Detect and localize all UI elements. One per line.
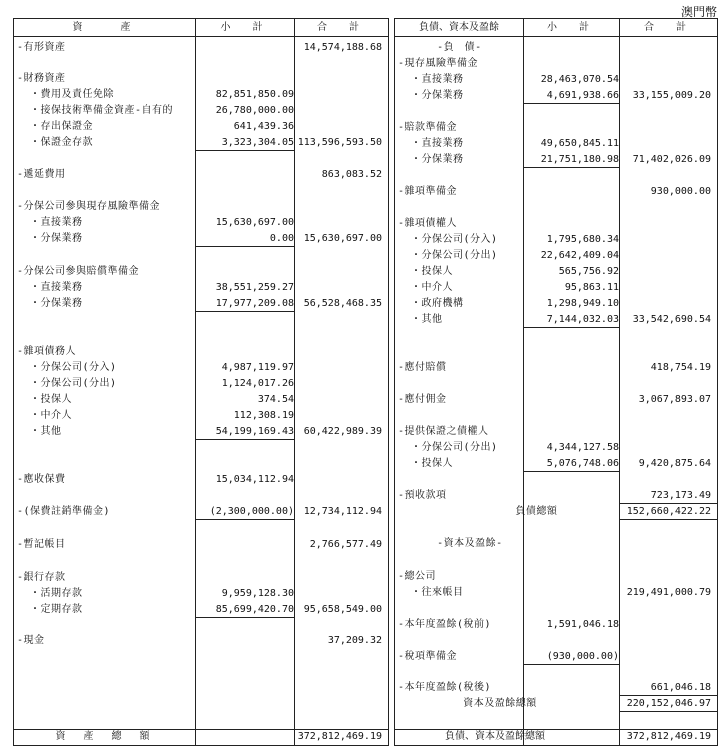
- row-subtotal: (930,000.00): [546, 651, 619, 662]
- table-row: [14, 103, 388, 119]
- row-total: 418,754.19: [650, 362, 711, 373]
- row-label: ・分保公司(分入): [398, 234, 498, 245]
- table-row: [14, 344, 388, 360]
- assets-total-header: 合 計: [317, 22, 365, 33]
- row-total: 930,000.00: [650, 186, 711, 197]
- row-label: -應付佣金: [398, 394, 447, 405]
- row-label: ・分保公司(分出): [398, 442, 498, 453]
- row-subtotal: (2,300,000.00): [209, 506, 294, 517]
- row-total: 14,574,188.68: [303, 42, 382, 53]
- row-subtotal: 1,124,017.26: [221, 378, 294, 389]
- table-row: [14, 408, 388, 424]
- row-label: ・往來帳目: [398, 587, 464, 598]
- row-label: ・直接業務: [17, 282, 83, 293]
- row-label: ・政府機構: [398, 298, 464, 309]
- table-row: [395, 264, 717, 280]
- row-label: -遞延費用: [17, 169, 66, 180]
- row-label: ・其他: [398, 314, 443, 325]
- assets-total-label: 資 產 總 額: [55, 731, 154, 742]
- row-label: ・定期存款: [17, 604, 83, 615]
- table-row: [14, 360, 388, 376]
- table-row: [14, 40, 388, 56]
- row-label: ・直接業務: [398, 74, 464, 85]
- row-subtotal: 641,439.36: [233, 121, 294, 132]
- row-total: 9,420,875.64: [638, 458, 711, 469]
- row-label: -稅項準備金: [398, 651, 458, 662]
- row-subtotal: 4,344,127.58: [546, 442, 619, 453]
- row-label: -分保公司參與現存風險準備金: [17, 201, 161, 212]
- assets-col-header: 資 產: [72, 22, 137, 33]
- subtotal-underline: [195, 246, 294, 247]
- row-subtotal: 112,308.19: [233, 410, 294, 421]
- row-label: -銀行存款: [17, 572, 66, 583]
- row-label: ・直接業務: [17, 217, 83, 228]
- row-total: 3,067,893.07: [638, 394, 711, 405]
- row-total: 219,491,000.79: [626, 587, 711, 598]
- row-total: 37,209.32: [327, 635, 382, 646]
- row-label: ・分保業務: [398, 90, 464, 101]
- row-label: -資本及盈餘-: [398, 538, 503, 549]
- row-total: 863,083.52: [321, 169, 382, 180]
- table-row: [14, 280, 388, 296]
- row-label: -負 債-: [398, 42, 482, 53]
- row-subtotal: 4,987,119.97: [221, 362, 294, 373]
- table-row: [14, 167, 388, 183]
- subtotal-underline: [195, 150, 294, 151]
- table-row: [14, 135, 388, 151]
- row-label: -雜項債權人: [398, 218, 458, 229]
- row-label: 資本及盈餘總額: [398, 698, 537, 709]
- row-label: ・分保公司(分入): [17, 362, 117, 373]
- assets-subtotal-header: 小 計: [220, 22, 269, 33]
- table-row: [395, 152, 717, 168]
- liabilities-total-label: 負債、資本及盈餘總額: [445, 731, 545, 742]
- table-row: [14, 633, 388, 649]
- table-row: [395, 696, 717, 712]
- row-total: 60,422,989.39: [303, 426, 382, 437]
- table-row: [14, 472, 388, 488]
- table-row: [395, 296, 717, 312]
- row-label: -應付賠償: [398, 362, 447, 373]
- table-row: [14, 376, 388, 392]
- table-row: [395, 280, 717, 296]
- row-label: ・直接業務: [398, 138, 464, 149]
- row-total: 113,596,593.50: [297, 137, 382, 148]
- row-total: 723,173.49: [650, 490, 711, 501]
- row-subtotal: 49,650,845.11: [540, 138, 619, 149]
- row-subtotal: 374.54: [257, 394, 294, 405]
- table-row: [395, 88, 717, 104]
- liabilities-table: [394, 18, 718, 746]
- table-row: [395, 680, 717, 696]
- row-label: -雜項準備金: [398, 186, 458, 197]
- table-row: [395, 312, 717, 328]
- row-total: 152,660,422.22: [626, 506, 711, 517]
- row-label: ・中介人: [17, 410, 73, 421]
- table-row: [395, 56, 717, 72]
- row-subtotal: 4,691,938.66: [546, 90, 619, 101]
- assets-total-value: 372,812,469.19: [297, 731, 382, 742]
- total-underline: [619, 711, 717, 712]
- table-row: [14, 119, 388, 135]
- table-row: [395, 232, 717, 248]
- row-subtotal: 1,298,949.10: [546, 298, 619, 309]
- row-subtotal: 54,199,169.43: [215, 426, 294, 437]
- table-row: [395, 392, 717, 408]
- row-label: -提供保證之債權人: [398, 426, 489, 437]
- row-label: ・投保人: [398, 266, 454, 277]
- table-row: [14, 570, 388, 586]
- table-row: [395, 488, 717, 504]
- currency-label: 澳門幣: [680, 5, 717, 19]
- table-row: [395, 456, 717, 472]
- table-row: [395, 120, 717, 136]
- table-row: [14, 71, 388, 87]
- table-row: [395, 360, 717, 376]
- row-label: ・接保技術準備金資產-自有的: [17, 105, 174, 116]
- row-label: -總公司: [398, 571, 437, 582]
- row-label: -財務資產: [17, 73, 66, 84]
- subtotal-underline: [523, 327, 619, 328]
- subtotal-underline: [523, 167, 619, 168]
- row-label: -應收保費: [17, 474, 66, 485]
- table-row: [395, 424, 717, 440]
- row-total: 15,630,697.00: [303, 233, 382, 244]
- table-row: [395, 184, 717, 200]
- table-row: [14, 87, 388, 103]
- total-underline: [619, 519, 717, 520]
- table-row: [14, 264, 388, 280]
- row-label: -雜項債務人: [17, 346, 77, 357]
- row-total: 56,528,468.35: [303, 298, 382, 309]
- row-total: 33,155,009.20: [632, 90, 711, 101]
- row-label: ・分保業務: [17, 233, 83, 244]
- row-label: ・投保人: [398, 458, 454, 469]
- table-row: [395, 216, 717, 232]
- row-label: ・其他: [17, 426, 62, 437]
- row-label: ・費用及責任免除: [17, 89, 115, 100]
- table-row: [14, 504, 388, 520]
- row-subtotal: 85,699,420.70: [215, 604, 294, 615]
- row-subtotal: 17,977,209.08: [215, 298, 294, 309]
- row-subtotal: 82,851,850.09: [215, 89, 294, 100]
- row-subtotal: 3,323,304.05: [221, 137, 294, 148]
- row-total: 33,542,690.54: [632, 314, 711, 325]
- row-label: -暫記帳目: [17, 539, 66, 550]
- row-total: 220,152,046.97: [626, 698, 711, 709]
- subtotal-underline: [523, 103, 619, 104]
- subtotal-underline: [523, 664, 619, 665]
- row-label: -本年度盈餘(稅前): [398, 619, 492, 630]
- row-label: -本年度盈餘(稅後): [398, 682, 492, 693]
- row-label: -現金: [17, 635, 45, 646]
- subtotal-underline: [195, 617, 294, 618]
- row-subtotal: 15,034,112.94: [215, 474, 294, 485]
- row-subtotal: 0.00: [269, 233, 294, 244]
- row-total: 95,658,549.00: [303, 604, 382, 615]
- table-row: [14, 424, 388, 440]
- liabilities-col-header: 負債、資本及盈餘: [419, 22, 499, 33]
- row-subtotal: 1,795,680.34: [546, 234, 619, 245]
- table-row: [395, 617, 717, 633]
- row-subtotal: 9,959,128.30: [221, 588, 294, 599]
- row-subtotal: 1,591,046.18: [546, 619, 619, 630]
- row-subtotal: 21,751,180.98: [540, 154, 619, 165]
- liabilities-subtotal-header: 小 計: [547, 22, 595, 33]
- table-row: [14, 586, 388, 602]
- table-row: [395, 585, 717, 601]
- subtotal-underline: [523, 471, 619, 472]
- subtotal-underline: [195, 439, 294, 440]
- liabilities-total-value: 372,812,469.19: [626, 731, 711, 742]
- table-row: [395, 136, 717, 152]
- row-total: 661,046.18: [650, 682, 711, 693]
- table-row: [395, 569, 717, 585]
- table-row: [395, 248, 717, 264]
- subtotal-underline: [195, 311, 294, 312]
- table-row: [14, 296, 388, 312]
- table-row: [395, 72, 717, 88]
- row-label: -(保費註銷準備金): [17, 506, 111, 517]
- table-row: [14, 392, 388, 408]
- assets-table: [13, 18, 389, 746]
- row-subtotal: 22,642,409.04: [540, 250, 619, 261]
- row-subtotal: 5,076,748.06: [546, 458, 619, 469]
- row-subtotal: 38,551,259.27: [215, 282, 294, 293]
- row-label: ・分保公司(分出): [398, 250, 498, 261]
- row-label: -賠款準備金: [398, 122, 458, 133]
- table-row: [395, 440, 717, 456]
- row-label: -現存風險準備金: [398, 58, 479, 69]
- row-label: ・分保業務: [17, 298, 83, 309]
- row-total: 12,734,112.94: [303, 506, 382, 517]
- row-label: ・分保公司(分出): [17, 378, 117, 389]
- subtotal-underline: [195, 519, 294, 520]
- row-label: 負債總額: [398, 506, 558, 517]
- row-subtotal: 26,780,000.00: [215, 105, 294, 116]
- row-label: ・投保人: [17, 394, 73, 405]
- row-subtotal: 565,756.92: [558, 266, 619, 277]
- table-row: [395, 536, 717, 552]
- table-row: [395, 504, 717, 520]
- liabilities-total-header: 合 計: [644, 22, 692, 33]
- table-row: [14, 537, 388, 553]
- row-label: ・存出保證金: [17, 121, 94, 132]
- row-total: 71,402,026.09: [632, 154, 711, 165]
- row-label: -分保公司參與賠償準備金: [17, 266, 140, 277]
- row-total: 2,766,577.49: [309, 539, 382, 550]
- row-label: ・活期存款: [17, 588, 83, 599]
- table-row: [14, 199, 388, 215]
- table-row: [14, 602, 388, 618]
- row-subtotal: 95,863.11: [564, 282, 619, 293]
- table-row: [395, 40, 717, 56]
- table-row: [395, 649, 717, 665]
- row-subtotal: 15,630,697.00: [215, 217, 294, 228]
- row-subtotal: 28,463,070.54: [540, 74, 619, 85]
- table-row: [14, 215, 388, 231]
- table-row: [14, 231, 388, 247]
- row-subtotal: 7,144,032.03: [546, 314, 619, 325]
- row-label: -預收款項: [398, 490, 447, 501]
- row-label: ・分保業務: [398, 154, 464, 165]
- row-label: ・中介人: [398, 282, 454, 293]
- row-label: -有形資產: [17, 42, 66, 53]
- row-label: ・保證金存款: [17, 137, 94, 148]
